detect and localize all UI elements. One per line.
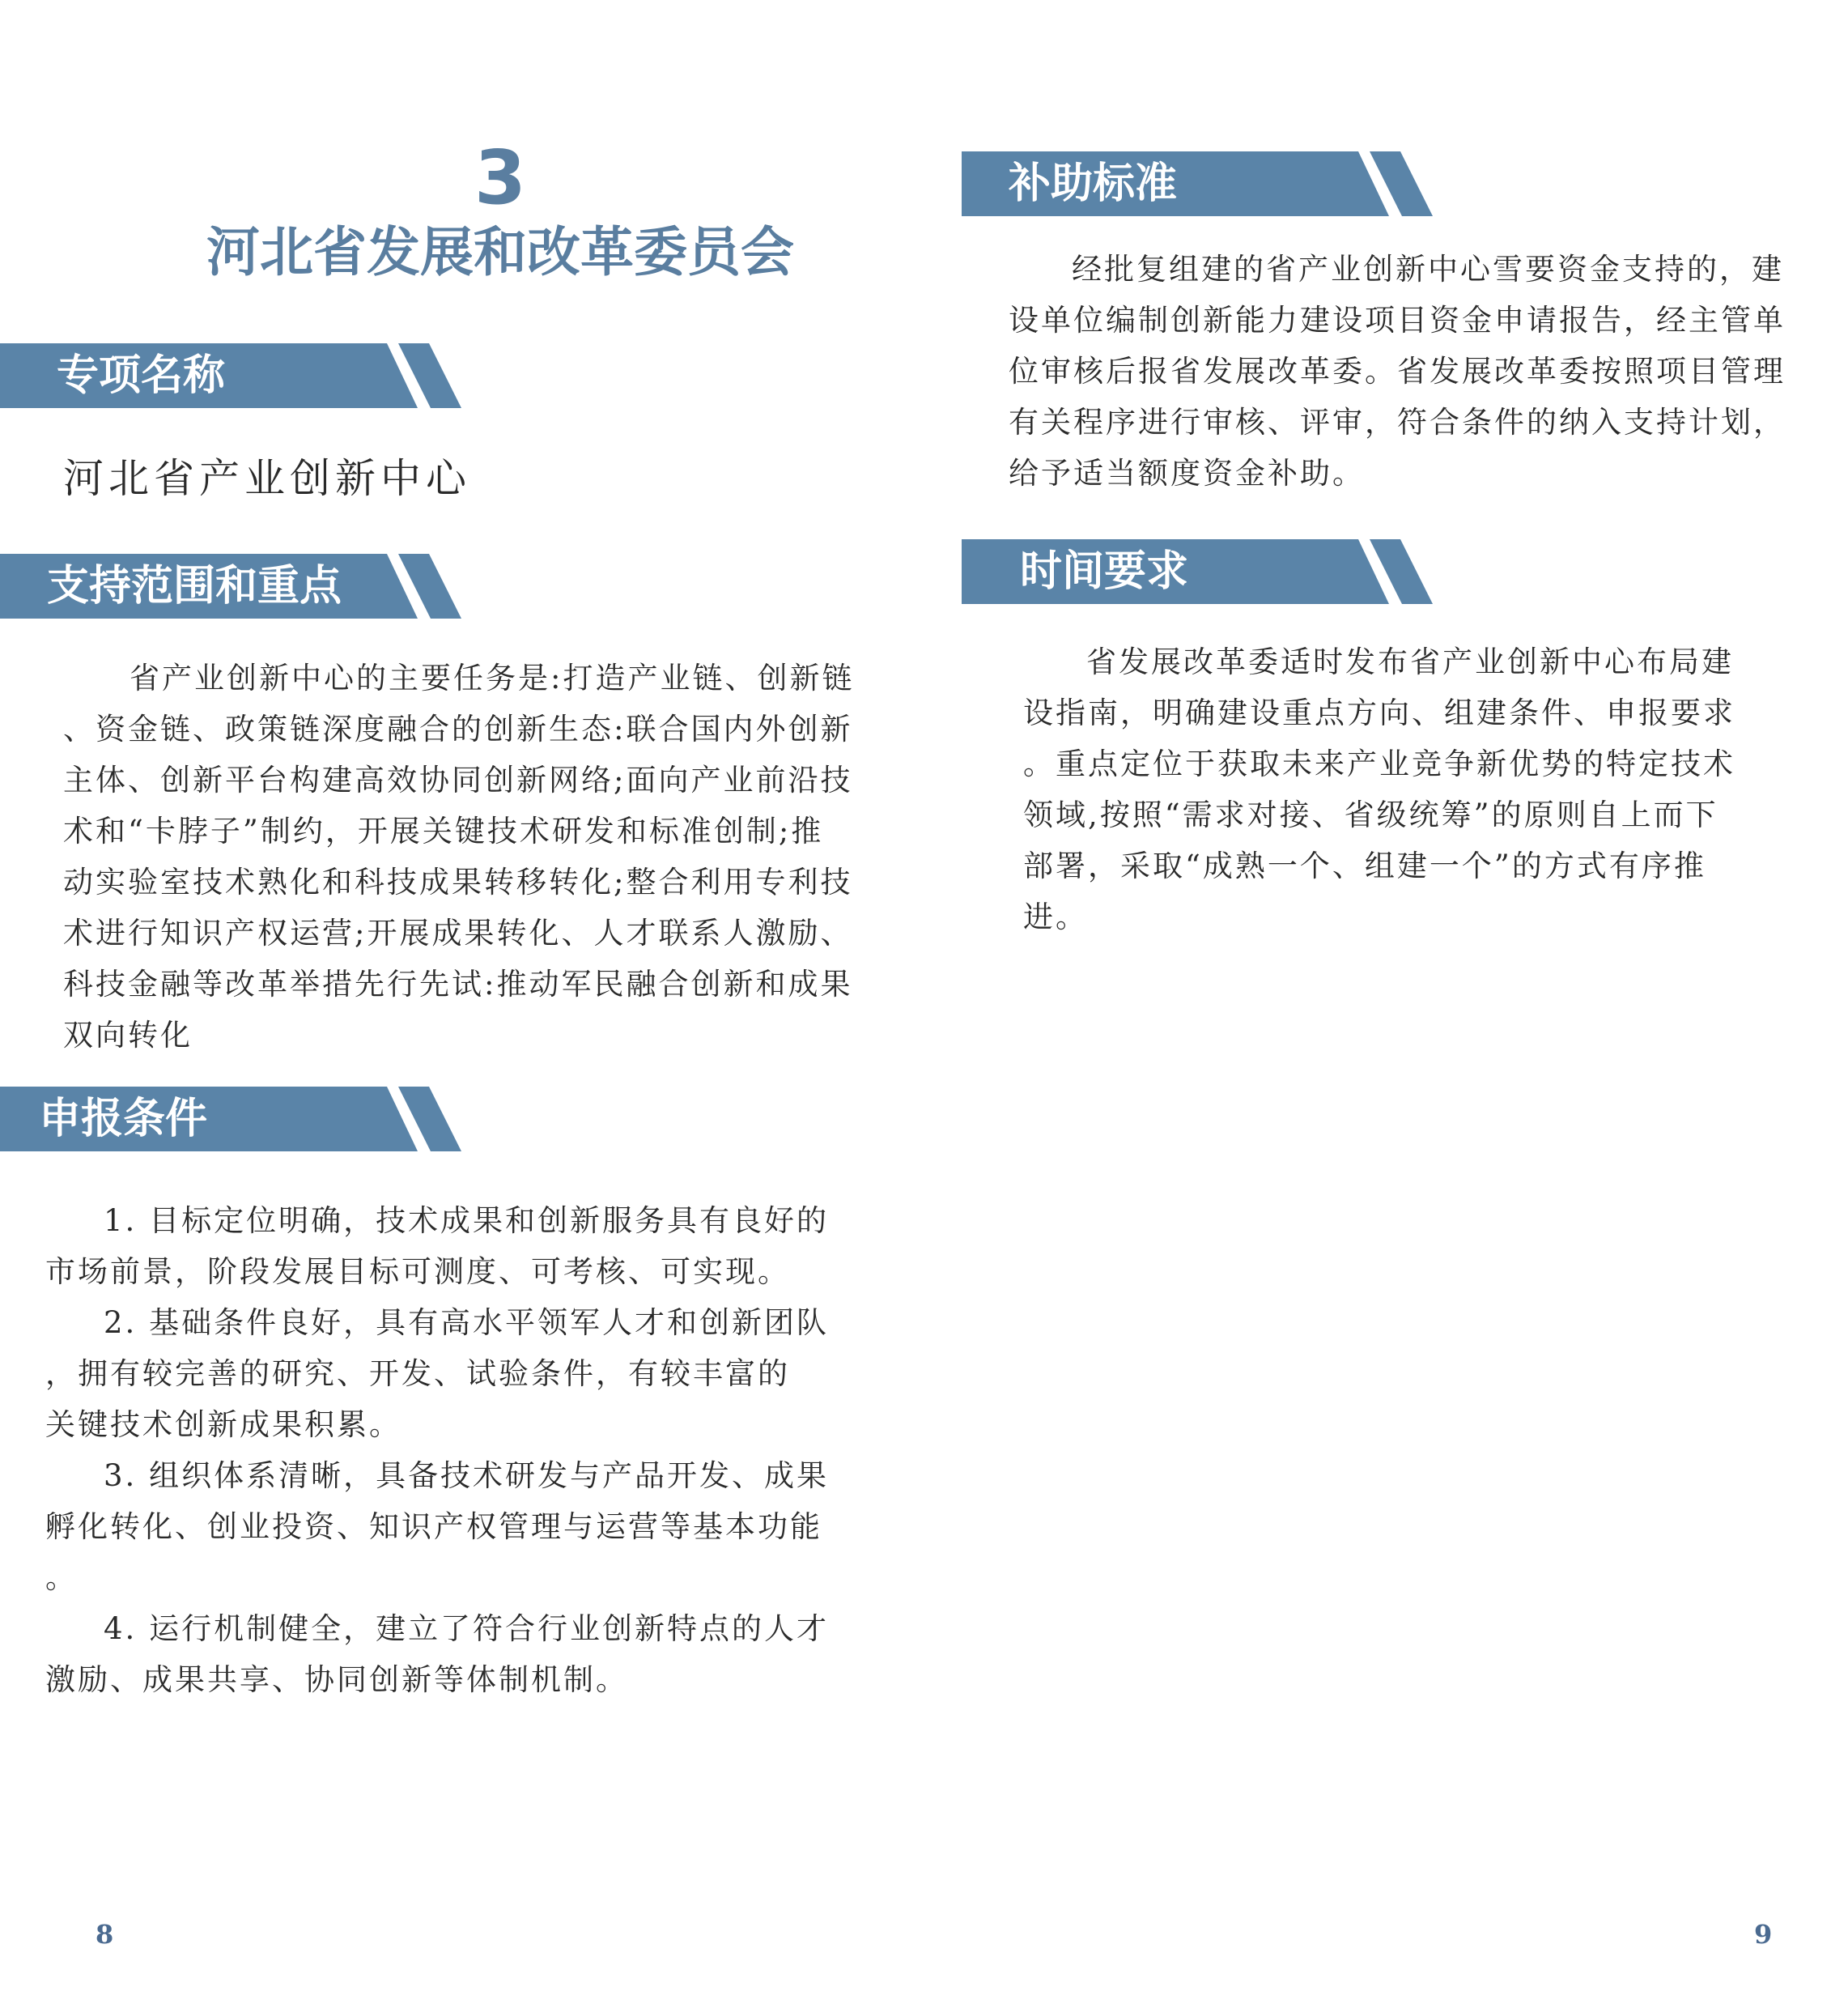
text-line: 设单位编制创新能力建设项目资金申请报告，经主管单 (1009, 303, 1786, 338)
text-line: 。 (45, 1560, 78, 1595)
time-text (1023, 636, 1800, 942)
text-line: 术和“卡脖子”制约，开展关键技术研发和标准创制;推 (63, 814, 824, 849)
project-name: 河北省产业创新中心 (63, 455, 471, 502)
section-heading-time: 时间要求 (1020, 547, 1189, 596)
page-number-right: 9 (1754, 1919, 1773, 1950)
section-banner-name (0, 343, 469, 408)
text-line: 给予适当额度资金补助。 (1009, 456, 1365, 491)
text-line: 激励、成果共享、协同创新等体制机制。 (45, 1662, 628, 1697)
text-line: 3. 组织体系清晰，具备技术研发与产品开发、成果 (104, 1458, 830, 1493)
section-heading-scope: 支持范围和重点 (47, 562, 342, 610)
text-line: 位审核后报省发展改革委。省发展改革委按照项目管理 (1009, 354, 1786, 389)
text-line: 双向转化 (63, 1018, 193, 1053)
text-line: 省产业创新中心的主要任务是:打造产业链、创新链 (130, 661, 855, 696)
text-line: 经批复组建的省产业创新中心雪要资金支持的，建 (1072, 252, 1784, 287)
text-line: 市场前景，阶段发展目标可测度、可考核、可实现。 (45, 1254, 790, 1289)
chapter-number: 3 (474, 134, 526, 221)
conditions-text (45, 1195, 903, 1705)
section-heading-conditions: 申报条件 (39, 1095, 208, 1143)
text-line: 。重点定位于获取未来产业竞争新优势的特定技术 (1023, 747, 1735, 781)
text-line: ，拥有较完善的研究、开发、试验条件，有较丰富的 (45, 1356, 790, 1391)
section-banner-subsidy (962, 151, 1439, 216)
text-line: 4. 运行机制健全，建立了符合行业创新特点的人才 (104, 1611, 830, 1646)
page-number-left: 8 (96, 1919, 114, 1950)
subsidy-text (1009, 244, 1834, 499)
section-banner-scope (0, 554, 469, 619)
text-line: 科技金融等改革举措先行先试:推动军民融合创新和成果 (63, 967, 853, 1002)
organization-title: 河北省发展和改革委员会 (206, 221, 794, 283)
text-line: 术进行知识产权运营;开展成果转化、人才联系人激励、 (63, 916, 853, 951)
section-banner-time (962, 539, 1439, 604)
section-heading-subsidy: 补助标准 (1009, 160, 1178, 208)
scope-text (63, 653, 905, 1061)
section-banner-conditions (0, 1087, 469, 1151)
text-line: 动实验室技术熟化和科技成果转移转化;整合利用专利技 (63, 865, 853, 900)
text-line: 1. 目标定位明确，技术成果和创新服务具有良好的 (104, 1203, 830, 1238)
text-line: 领域,按照“需求对接、省级统筹”的原则自上而下 (1023, 798, 1718, 832)
text-line: 进。 (1023, 900, 1088, 934)
text-line: 孵化转化、创业投资、知识产权管理与运营等基本功能 (45, 1509, 822, 1544)
text-line: 部署，采取“成熟一个、组建一个”的方式有序推 (1023, 849, 1706, 883)
text-line: 省发展改革委适时发布省产业创新中心布局建 (1086, 645, 1734, 679)
section-heading-name: 专项名称 (57, 351, 226, 400)
text-line: 设指南，明确建设重点方向、组建条件、申报要求 (1023, 696, 1735, 730)
text-line: 有关程序进行审核、评审，符合条件的纳入支持计划， (1009, 405, 1786, 440)
text-line: 、资金链、政策链深度融合的创新生态:联合国内外创新 (63, 712, 853, 747)
text-line: 关键技术创新成果积累。 (45, 1407, 401, 1442)
text-line: 2. 基础条件良好，具有高水平领军人才和创新团队 (104, 1305, 830, 1340)
text-line: 主体、创新平台构建高效协同创新网络;面向产业前沿技 (63, 763, 853, 798)
